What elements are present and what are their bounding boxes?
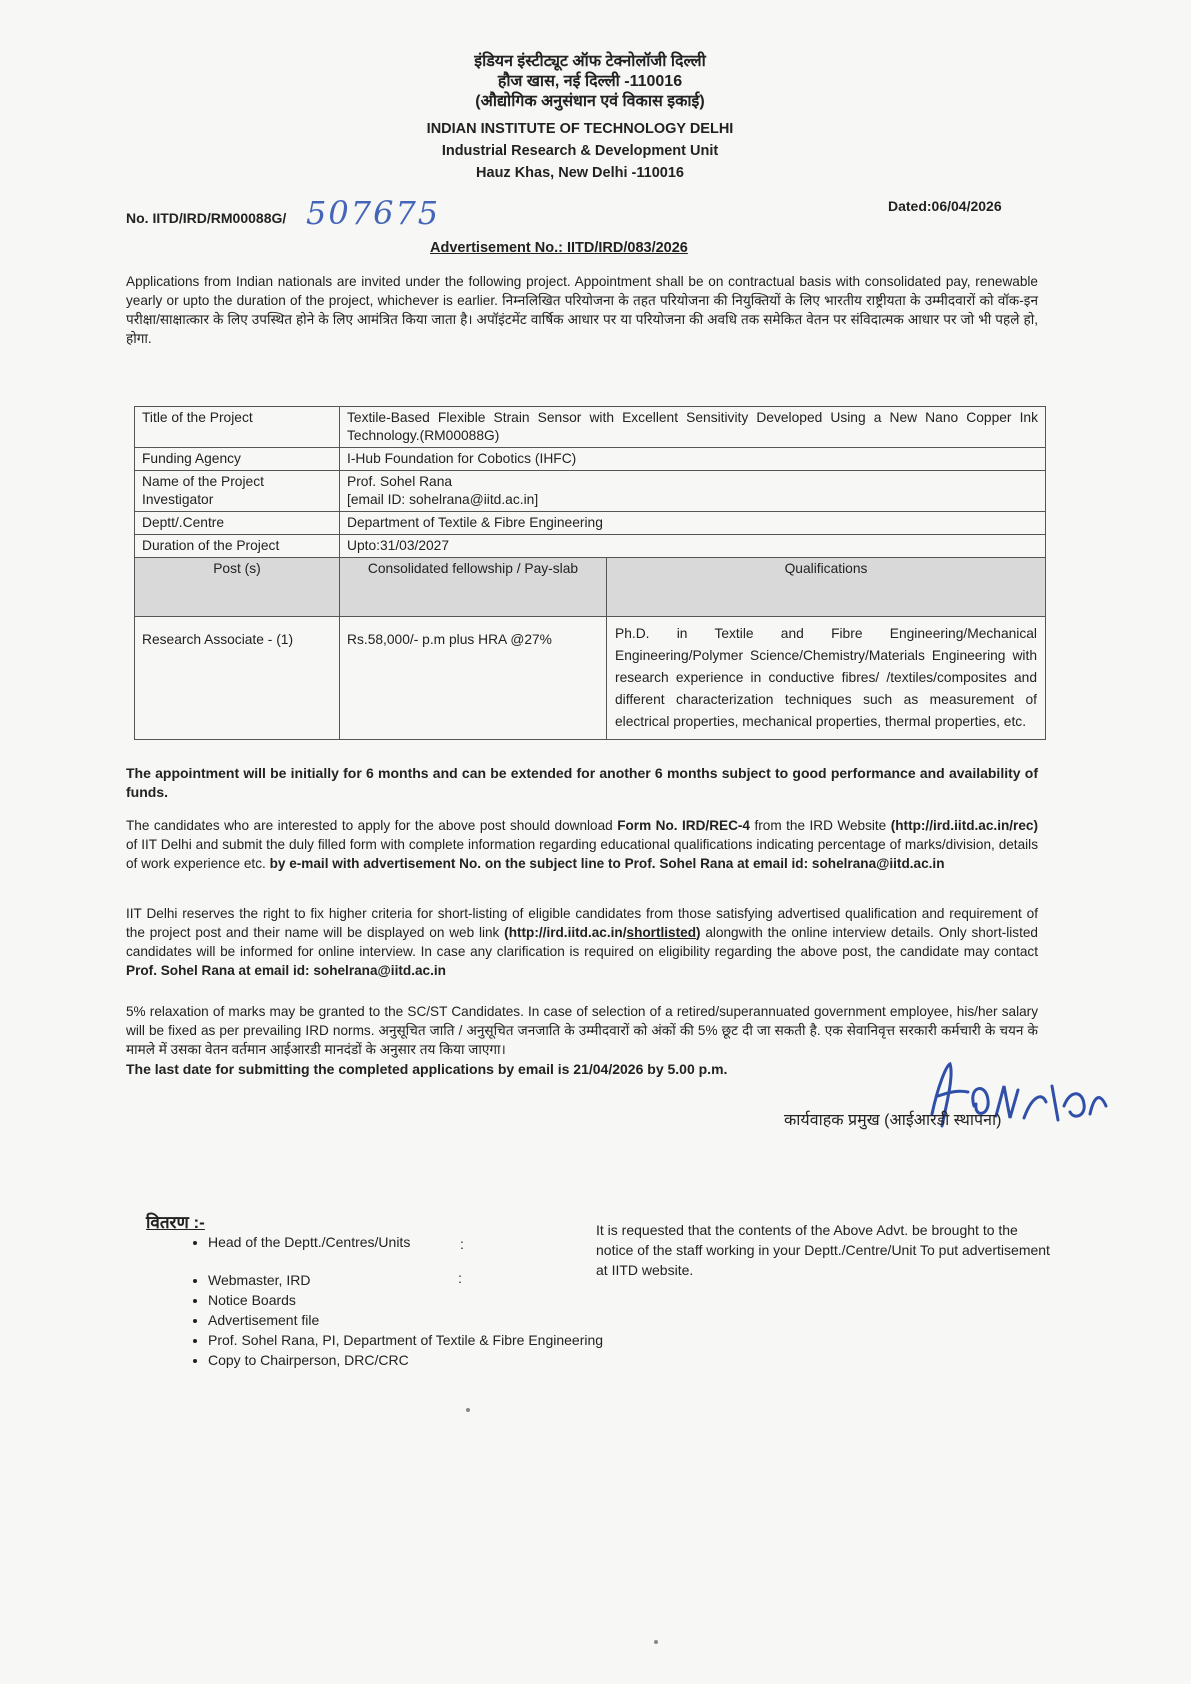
post-header-row: [135, 558, 1046, 617]
last-date-note: The last date for submitting the completed applications by email is 21/04/2026 by 5.00 p.m.: [126, 1061, 728, 1077]
table-row: [135, 407, 1046, 448]
text-span: alongwith the online interview details. Only short-listed candidates will be informed for online interview. In case any clarification is required on eligibility regarding the above post, the candidate may contact: [126, 925, 1038, 959]
table-row: [135, 535, 1046, 558]
list-item: • Head of the Deptt./Centres/Units: [208, 1232, 603, 1252]
pay-column-header: Consolidated fellowship / Pay-slab: [340, 558, 607, 617]
header-english: [380, 118, 780, 184]
table-label: Duration of the Project: [135, 535, 340, 558]
table-label: Deptt/.Centre: [135, 512, 340, 535]
table-row: [135, 448, 1046, 471]
shortlist-link[interactable]: (http://ird.iitd.ac.in/shortlisted): [504, 925, 701, 940]
separator-colon: :: [458, 1270, 462, 1286]
list-item: • Notice Boards: [208, 1290, 603, 1310]
table-label: Title of the Project: [135, 407, 340, 448]
post-row: [135, 617, 1046, 740]
institute-address: Hauz Khas, New Delhi -110016: [476, 165, 684, 181]
distribution-note: It is requested that the contents of the Above Advt. be brought to the notice of the staff working in your Deptt./Centre/Unit To put advertisement at IITD website.: [596, 1222, 1050, 1278]
list-item: • Copy to Chairperson, DRC/CRC: [208, 1350, 603, 1370]
shortlisting-paragraph: [126, 904, 1038, 980]
distribution-title: वितरण :-: [146, 1213, 205, 1232]
reference-number: No. IITD/IRD/RM00088G/: [126, 210, 287, 226]
scan-speck: [654, 1640, 658, 1644]
investigator-name: Prof. Sohel Rana: [347, 474, 453, 489]
list-item: • Webmaster, IRD: [208, 1270, 603, 1290]
separator-colon: :: [460, 1236, 464, 1252]
duration-value: Upto:31/03/2027: [340, 535, 1046, 558]
institute-name: INDIAN INSTITUTE OF TECHNOLOGY DELHI: [426, 121, 734, 137]
table-row: [135, 471, 1046, 512]
table-label: Funding Agency: [135, 448, 340, 471]
application-instructions: [126, 816, 1038, 873]
table-row: [135, 512, 1046, 535]
table-label: Name of the Project Investigator: [135, 471, 340, 512]
post-pay: Rs.58,000/- p.m plus HRA @27%: [340, 617, 607, 740]
list-item: • Advertisement file: [208, 1310, 603, 1330]
email-instruction: by e-mail with advertisement No. on the subject line to Prof. Sohel Rana at email id: sohelrana@iitd.ac.in: [269, 856, 945, 871]
header-hindi: [420, 52, 760, 112]
signatory-designation: कार्यवाहक प्रमुख (आईआरडी स्थापना): [784, 1112, 1002, 1129]
post-name: Research Associate - (1): [135, 617, 340, 740]
document-date: Dated:06/04/2026: [888, 198, 1002, 214]
intro-paragraph: Applications from Indian nationals are invited under the following project. Appointment shall be on contractual basis with consolidated pay, renewable yearly or upto the duration of the project, whichever is earlier. निम्नलिखित परियोजना के तहत परियोजना की नियुक्तियों के लिए भारतीय राष्ट्रीयता के उम्मीदवारों को वॉक-इन परीक्षा/साक्षात्कार के लिए उपस्थित होने के लिए आमंत्रित किया जाता है। अपॉइंटमेंट वार्षिक आधार पर या परियोजना की अवधि तक समेकित वेतन पर संविदात्मक आधार पर जो भी पहले हो, होगा.: [126, 274, 1038, 346]
appointment-note: The appointment will be initially for 6 months and can be extended for another 6 months subject to good performance and availability of funds.: [126, 765, 1038, 800]
ird-website-link[interactable]: (http://ird.iitd.ac.in/rec): [890, 818, 1038, 833]
header-hindi-line: हौज खास, नई दिल्ली -110016: [497, 73, 683, 90]
header-hindi-line: (औद्योगिक अनुसंधान एवं विकास इकाई): [475, 93, 705, 110]
contact-info: Prof. Sohel Rana at email id: sohelrana@iitd.ac.in: [126, 963, 446, 978]
project-title-value: Textile-Based Flexible Strain Sensor with Excellent Sensitivity Developed Using a New Nano Copper Ink Technology.(RM00088G): [340, 407, 1046, 448]
unit-name: Industrial Research & Development Unit: [441, 143, 719, 159]
post-column-header: Post (s): [135, 558, 340, 617]
text-span: The candidates who are interested to apply for the above post should download: [126, 818, 618, 833]
qualification-column-header: Qualifications: [607, 558, 1046, 617]
funding-agency-value: I-Hub Foundation for Cobotics (IHFC): [340, 448, 1046, 471]
distribution-list: [186, 1232, 603, 1370]
relaxation-paragraph: 5% relaxation of marks may be granted to the SC/ST Candidates. In case of selection of a retired/superannuated government employee, his/her salary will be fixed as per prevailing IRD norms. अनुसूचित जाति / अनुसूचित जनजाति के उम्मीदवारों को अंकों की 5% छूट दी जा सकती है. एक सेवानिवृत्त सरकारी कर्मचारी के चयन के मामले में उसका वेतन वर्तमान आईआरडी मानदंडों के अनुसार तय किया जाएगा।: [126, 1004, 1038, 1057]
advertisement-number: Advertisement No.: IITD/IRD/083/2026: [430, 240, 688, 256]
form-number: Form No. IRD/REC-4: [617, 818, 750, 833]
handwritten-reference-number: 507675: [306, 194, 441, 232]
header-hindi-line: इंडियन इंस्टीट्यूट ऑफ टेक्नोलॉजी दिल्ली: [474, 53, 706, 70]
list-item: • Prof. Sohel Rana, PI, Department of Textile & Fibre Engineering: [208, 1330, 603, 1350]
investigator-value: [340, 471, 1046, 512]
text-span: from the IRD Website: [750, 818, 891, 833]
department-value: Department of Textile & Fibre Engineering: [340, 512, 1046, 535]
post-qualification: Ph.D. in Textile and Fibre Engineering/Mechanical Engineering/Polymer Science/Chemistry/Materials Engineering with research experience in conductive fibres/ /textiles/composites and different characterization techniques such as measurement of electrical properties, mechanical properties, thermal properties, etc.: [607, 617, 1046, 740]
investigator-email: [email ID: sohelrana@iitd.ac.in]: [347, 492, 539, 507]
text-span: of IIT Delhi and submit the duly filled form with complete information regarding educational qualifications indicating percentage of marks/division, details of work experience etc.: [126, 837, 1038, 871]
scan-speck: [466, 1408, 470, 1412]
project-table: [134, 406, 1046, 740]
text-span: IIT Delhi reserves the right to fix higher criteria for short-listing of eligible candidates from those satisfying advertised qualification and requirement of the project post and their name will be displayed on web link: [126, 906, 1038, 940]
